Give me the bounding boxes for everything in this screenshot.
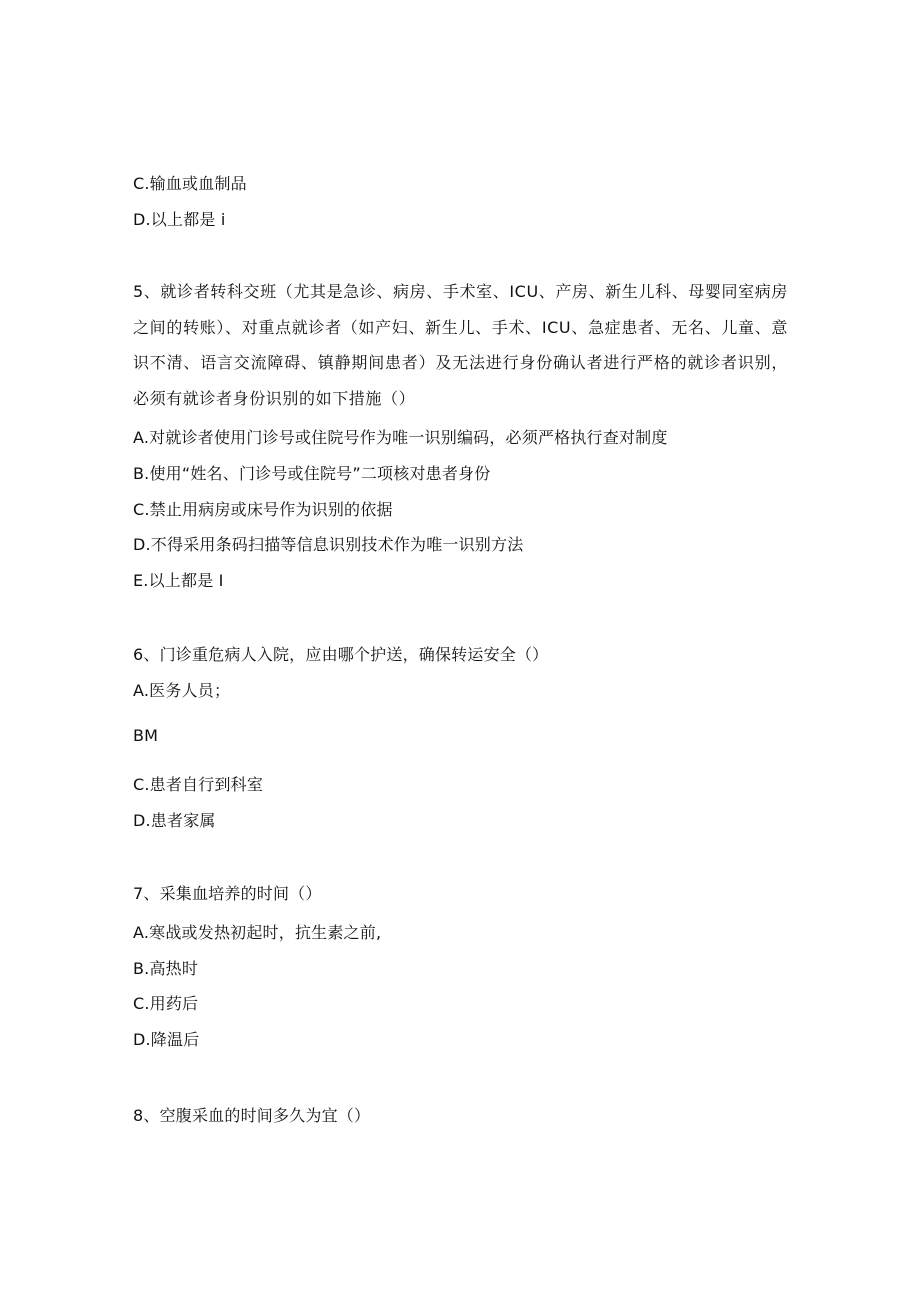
q8-question: 8、空腹采血的时间多久为宜（） [133,1106,371,1125]
q4-option-c: C.输血或血制品 [133,174,247,193]
q5-option-a: A.对就诊者使用门诊号或住院号作为唯一识别编码，必须严格执行查对制度 [133,428,668,447]
q5-question: 5、就诊者转科交班（尤其是急诊、病房、手术室、ICU、产房、新生儿科、母婴同室病房之间的转账）、对重点就诊者（如产妇、新生儿、手术、ICU、急症患者、无名、儿童、意识不清、语言交流障碍、镇静期间患者）及无法进行身份确认者进行严格的就诊者识别，必须有就诊者身份识别的如下措施（） [133,282,788,408]
q6-option-c: C.患者自行到科室 [133,775,264,794]
q5-option-d: D.不得采用条码扫描等信息识别技术作为唯一识别方法 [133,535,524,554]
q7-option-b: B.高热时 [133,959,199,978]
q6-option-b: BM [133,726,159,745]
q7-option-c: C.用药后 [133,994,199,1013]
q7-option-d: D.降温后 [133,1030,200,1049]
q6-question: 6、门诊重危病人入院，应由哪个护送，确保转运安全（） [133,645,549,664]
q6-option-a: A.医务人员； [133,681,231,700]
q5-option-e: E.以上都是 I [133,571,224,590]
q7-question: 7、采集血培养的时间（） [133,884,322,903]
q7-option-a: A.寒战或发热初起时，抗生素之前, [133,923,382,942]
q5-option-b: B.使用“姓名、门诊号或住院号”二项核对患者身份 [133,464,491,483]
q4-option-d: D.以上都是 i [133,210,226,229]
q5-option-c: C.禁止用病房或床号作为识别的依据 [133,500,393,519]
q6-option-d: D.患者家属 [133,811,216,830]
